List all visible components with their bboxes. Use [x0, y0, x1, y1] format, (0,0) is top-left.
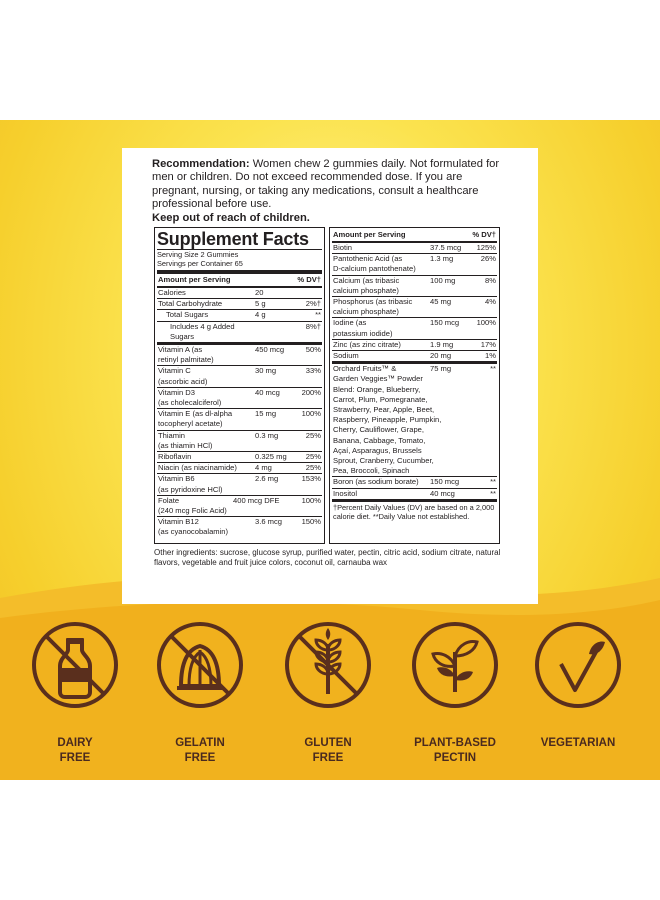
other-ingredients: Other ingredients: sucrose, glucose syrup, purified water, pectin, citric acid, sodium citrate, natural flavors, vegetable and fruit juice colors, coconut oil, carnauba wax [154, 548, 501, 568]
badge-label-line1: GLUTEN [304, 737, 352, 749]
nutrient-amount: 20 [255, 288, 264, 297]
nutrient-dv: 200% [301, 387, 321, 397]
badge-label [400, 736, 510, 765]
nutrient-dv: 100% [301, 495, 321, 505]
left-nutrient-row [157, 309, 322, 320]
nutrient-amount [255, 322, 295, 342]
facts-header-right [332, 228, 497, 241]
nutrient-amount: 2.6 mg [255, 474, 279, 484]
blend-line: Pea, Broccoli, Spinach [333, 466, 410, 476]
nutrient-amount: 4 mg [255, 463, 272, 473]
blend-line: Cherry, Cauliflower, Grape, [333, 425, 425, 435]
badge-label-line1: PLANT-BASED [414, 737, 496, 749]
nutrient-dv: 153% [301, 474, 321, 484]
left-nutrient-row [157, 430, 322, 451]
facts-footnote: †Percent Daily Values (DV) are based on a 2,000 calorie diet. **Daily Value not established. [333, 502, 495, 522]
nutrient-name: Sodium [333, 351, 359, 361]
nutrient-dv: 50% [305, 345, 321, 355]
blend-line: Sprout, Cranberry, Cucumber, [333, 456, 434, 466]
nutrient-dv: 1% [485, 351, 496, 361]
recommendation-text [152, 158, 512, 225]
nutrient-name: Riboflavin [158, 452, 192, 462]
left-nutrient-row [157, 462, 322, 473]
nutrient-dv [295, 288, 321, 298]
left-nutrient-row [157, 516, 322, 537]
warning-text: Keep out of reach of children. [152, 211, 310, 224]
extra-rows [332, 476, 497, 498]
nutrient-name: Vitamin A (as retinyl palmitate) [158, 345, 214, 365]
nutrient-amount: 150 mcg [430, 318, 460, 328]
nutrient-dv: 26% [480, 254, 496, 264]
nutrient-dv: 100% [301, 409, 321, 419]
nutrient-dv: 25% [305, 430, 321, 440]
nutrient-amount: 5 g [255, 299, 266, 309]
recommendation-lead: Recommendation: [152, 158, 250, 170]
left-nutrient-row [157, 408, 322, 429]
facts-title: Supplement Facts [157, 229, 309, 249]
nutrient-dv: 33% [305, 366, 321, 376]
badge-label-line1: GELATIN [175, 737, 225, 749]
nutrient-name: Boron (as sodium borate) [333, 477, 419, 487]
right-nutrient-row [332, 317, 497, 338]
nutrient-name: Vitamin E (as dl-alpha tocopheryl acetate) [158, 409, 233, 429]
nutrient-name: Niacin (as niacinamide) [158, 463, 237, 473]
nutrient-name: Vitamin C (ascorbic acid) [158, 366, 208, 386]
left-nutrient-row [157, 288, 322, 298]
badge-label-line1: DAIRY [57, 737, 93, 749]
badge-label [20, 736, 130, 765]
nutrient-amount: 45 mg [430, 297, 452, 307]
nutrient-amount: 100 mg [430, 275, 456, 285]
blend-line: Carrot, Plum, Pomegranate, [333, 394, 428, 404]
milk-bottle-icon [30, 620, 120, 710]
nutrient-amount: 450 mcg [255, 345, 285, 355]
nutrient-name: Pantothenic Acid (as D-calcium pantothenate) [333, 254, 416, 274]
left-nutrient-row [157, 451, 322, 462]
nutrient-amount: 40 mcg [255, 387, 280, 397]
nutrient-amount: 150 mcg [430, 477, 460, 487]
nutrient-dv: 100% [476, 318, 496, 328]
blend-line: Blend: Orange, Blueberry, [333, 384, 421, 394]
badge-label-line1: VEGETARIAN [540, 737, 616, 749]
servings-per-container: Servings per Container 65 [157, 259, 243, 268]
nutrient-name: Thiamin (as thiamin HCl) [158, 430, 213, 450]
right-nutrient-row [332, 253, 497, 274]
left-nutrient-row [157, 473, 322, 494]
nutrient-amount: 3.6 mcg [255, 517, 283, 527]
blend-line: Banana, Cabbage, Tomato, [333, 435, 426, 445]
nutrient-amount: 1.9 mg [430, 339, 454, 349]
serving-size: Serving Size 2 Gummies [157, 250, 239, 259]
nutrient-amount: 400 mcg DFE [233, 495, 280, 505]
nutrient-amount: 40 mcg [430, 488, 455, 498]
nutrient-dv: 8%† [305, 321, 321, 331]
gelatin-mold-icon [155, 620, 245, 710]
right-nutrient-row [332, 275, 497, 296]
recommendation-body: Women chew 2 gummies daily. Not formulated for men or children. Do not exceed recommended dose. If you are pregnant, nursing, or taking any medications, consult a healthcare professional before use. [152, 158, 500, 211]
header-dv-right: % DV† [472, 230, 496, 239]
blend-line: Raspberry, Pineapple, Pumpkin, [333, 415, 442, 425]
left-rows [157, 288, 322, 538]
nutrient-name: Iodine (as potassium iodide) [333, 318, 393, 338]
right-nutrient-row [332, 350, 497, 361]
supplement-facts-left [154, 227, 325, 544]
nutrient-name: Vitamin B12 (as cyanocobalamin) [158, 517, 229, 537]
nutrient-dv: 4% [485, 297, 496, 307]
nutrient-dv: 150% [301, 517, 321, 527]
nutrient-amount: 20 mg [430, 351, 452, 361]
left-nutrient-row [157, 365, 322, 386]
badge-label-line2: FREE [184, 751, 216, 764]
blend-amount: 75 mg [430, 364, 452, 374]
right-nutrient-row [332, 243, 497, 253]
blend-ingredients [332, 385, 497, 477]
bottom-white-band [0, 780, 660, 900]
nutrient-name: Vitamin B6 (as pyridoxine HCl) [158, 474, 223, 494]
top-white-band [0, 0, 660, 120]
nutrient-name: Inositol [333, 488, 358, 498]
badge-label [145, 736, 255, 765]
nutrient-dv: 125% [476, 243, 496, 252]
nutrient-amount: 0.3 mg [255, 430, 279, 440]
nutrient-dv: 17% [480, 339, 496, 349]
blend-name: Orchard Fruits™ & [333, 364, 397, 374]
plant-sprout-icon [410, 620, 500, 710]
blend-row [332, 364, 497, 384]
nutrient-name: Vitamin D3 (as cholecalciferol) [158, 387, 222, 408]
nutrient-dv: ** [490, 488, 496, 498]
blend-line: Açaí, Asparagus, Brussels [333, 445, 422, 455]
nutrient-name: Biotin [333, 243, 352, 252]
nutrient-name: Total Sugars [166, 310, 209, 320]
nutrient-name: Total Carbohydrate [158, 299, 223, 309]
leaf-check-icon [533, 620, 623, 710]
nutrient-name: Folate (240 mcg Folic Acid) [158, 495, 227, 516]
header-amount-right: Amount per Serving [333, 230, 406, 239]
blend-dv: ** [490, 364, 496, 374]
header-dv: % DV† [297, 275, 321, 284]
nutrient-amount: 37.5 mcg [430, 243, 462, 252]
nutrient-dv: 25% [305, 452, 321, 462]
nutrient-name: Zinc (as zinc citrate) [333, 339, 401, 349]
badge-label [523, 736, 633, 751]
nutrient-dv: 2%† [305, 299, 321, 309]
left-nutrient-row [157, 495, 322, 516]
badge-label-line2: FREE [59, 751, 91, 764]
supplement-facts-right [329, 227, 500, 544]
blend-line: Strawberry, Pear, Apple, Beet, [333, 405, 435, 415]
nutrient-dv: 8% [485, 275, 496, 285]
nutrient-amount: 30 mg [255, 366, 277, 376]
nutrient-name: Calories [158, 288, 186, 297]
wheat-icon [283, 620, 373, 710]
header-amount: Amount per Serving [158, 275, 231, 284]
blend-name2: Garden Veggies™ Powder [333, 374, 423, 384]
nutrient-name: Includes 4 g Added Sugars [170, 321, 235, 341]
extra-nutrient-row [332, 476, 497, 487]
extra-nutrient-row [332, 488, 497, 499]
left-nutrient-row [157, 298, 322, 309]
badge-label-line2: FREE [312, 751, 344, 764]
badge-label-line2: PECTIN [433, 751, 477, 764]
badge-label [273, 736, 383, 765]
right-nutrient-row [332, 339, 497, 350]
right-rows [332, 243, 497, 361]
nutrient-amount: 1.3 mg [430, 254, 454, 264]
facts-header [157, 274, 322, 286]
left-nutrient-row [157, 387, 322, 408]
nutrient-name: Phosphorus (as tribasic calcium phosphate) [333, 297, 413, 317]
left-nutrient-row [157, 321, 322, 342]
nutrient-name: Calcium (as tribasic calcium phosphate) [333, 275, 400, 295]
nutrient-amount: 15 mg [255, 409, 277, 419]
nutrient-dv: ** [315, 310, 321, 320]
nutrient-dv: ** [490, 477, 496, 487]
nutrient-dv: 25% [305, 463, 321, 473]
right-nutrient-row [332, 296, 497, 317]
nutrient-amount: 4 g [255, 310, 266, 320]
left-nutrient-row [157, 345, 322, 365]
nutrient-amount: 0.325 mg [255, 452, 287, 462]
